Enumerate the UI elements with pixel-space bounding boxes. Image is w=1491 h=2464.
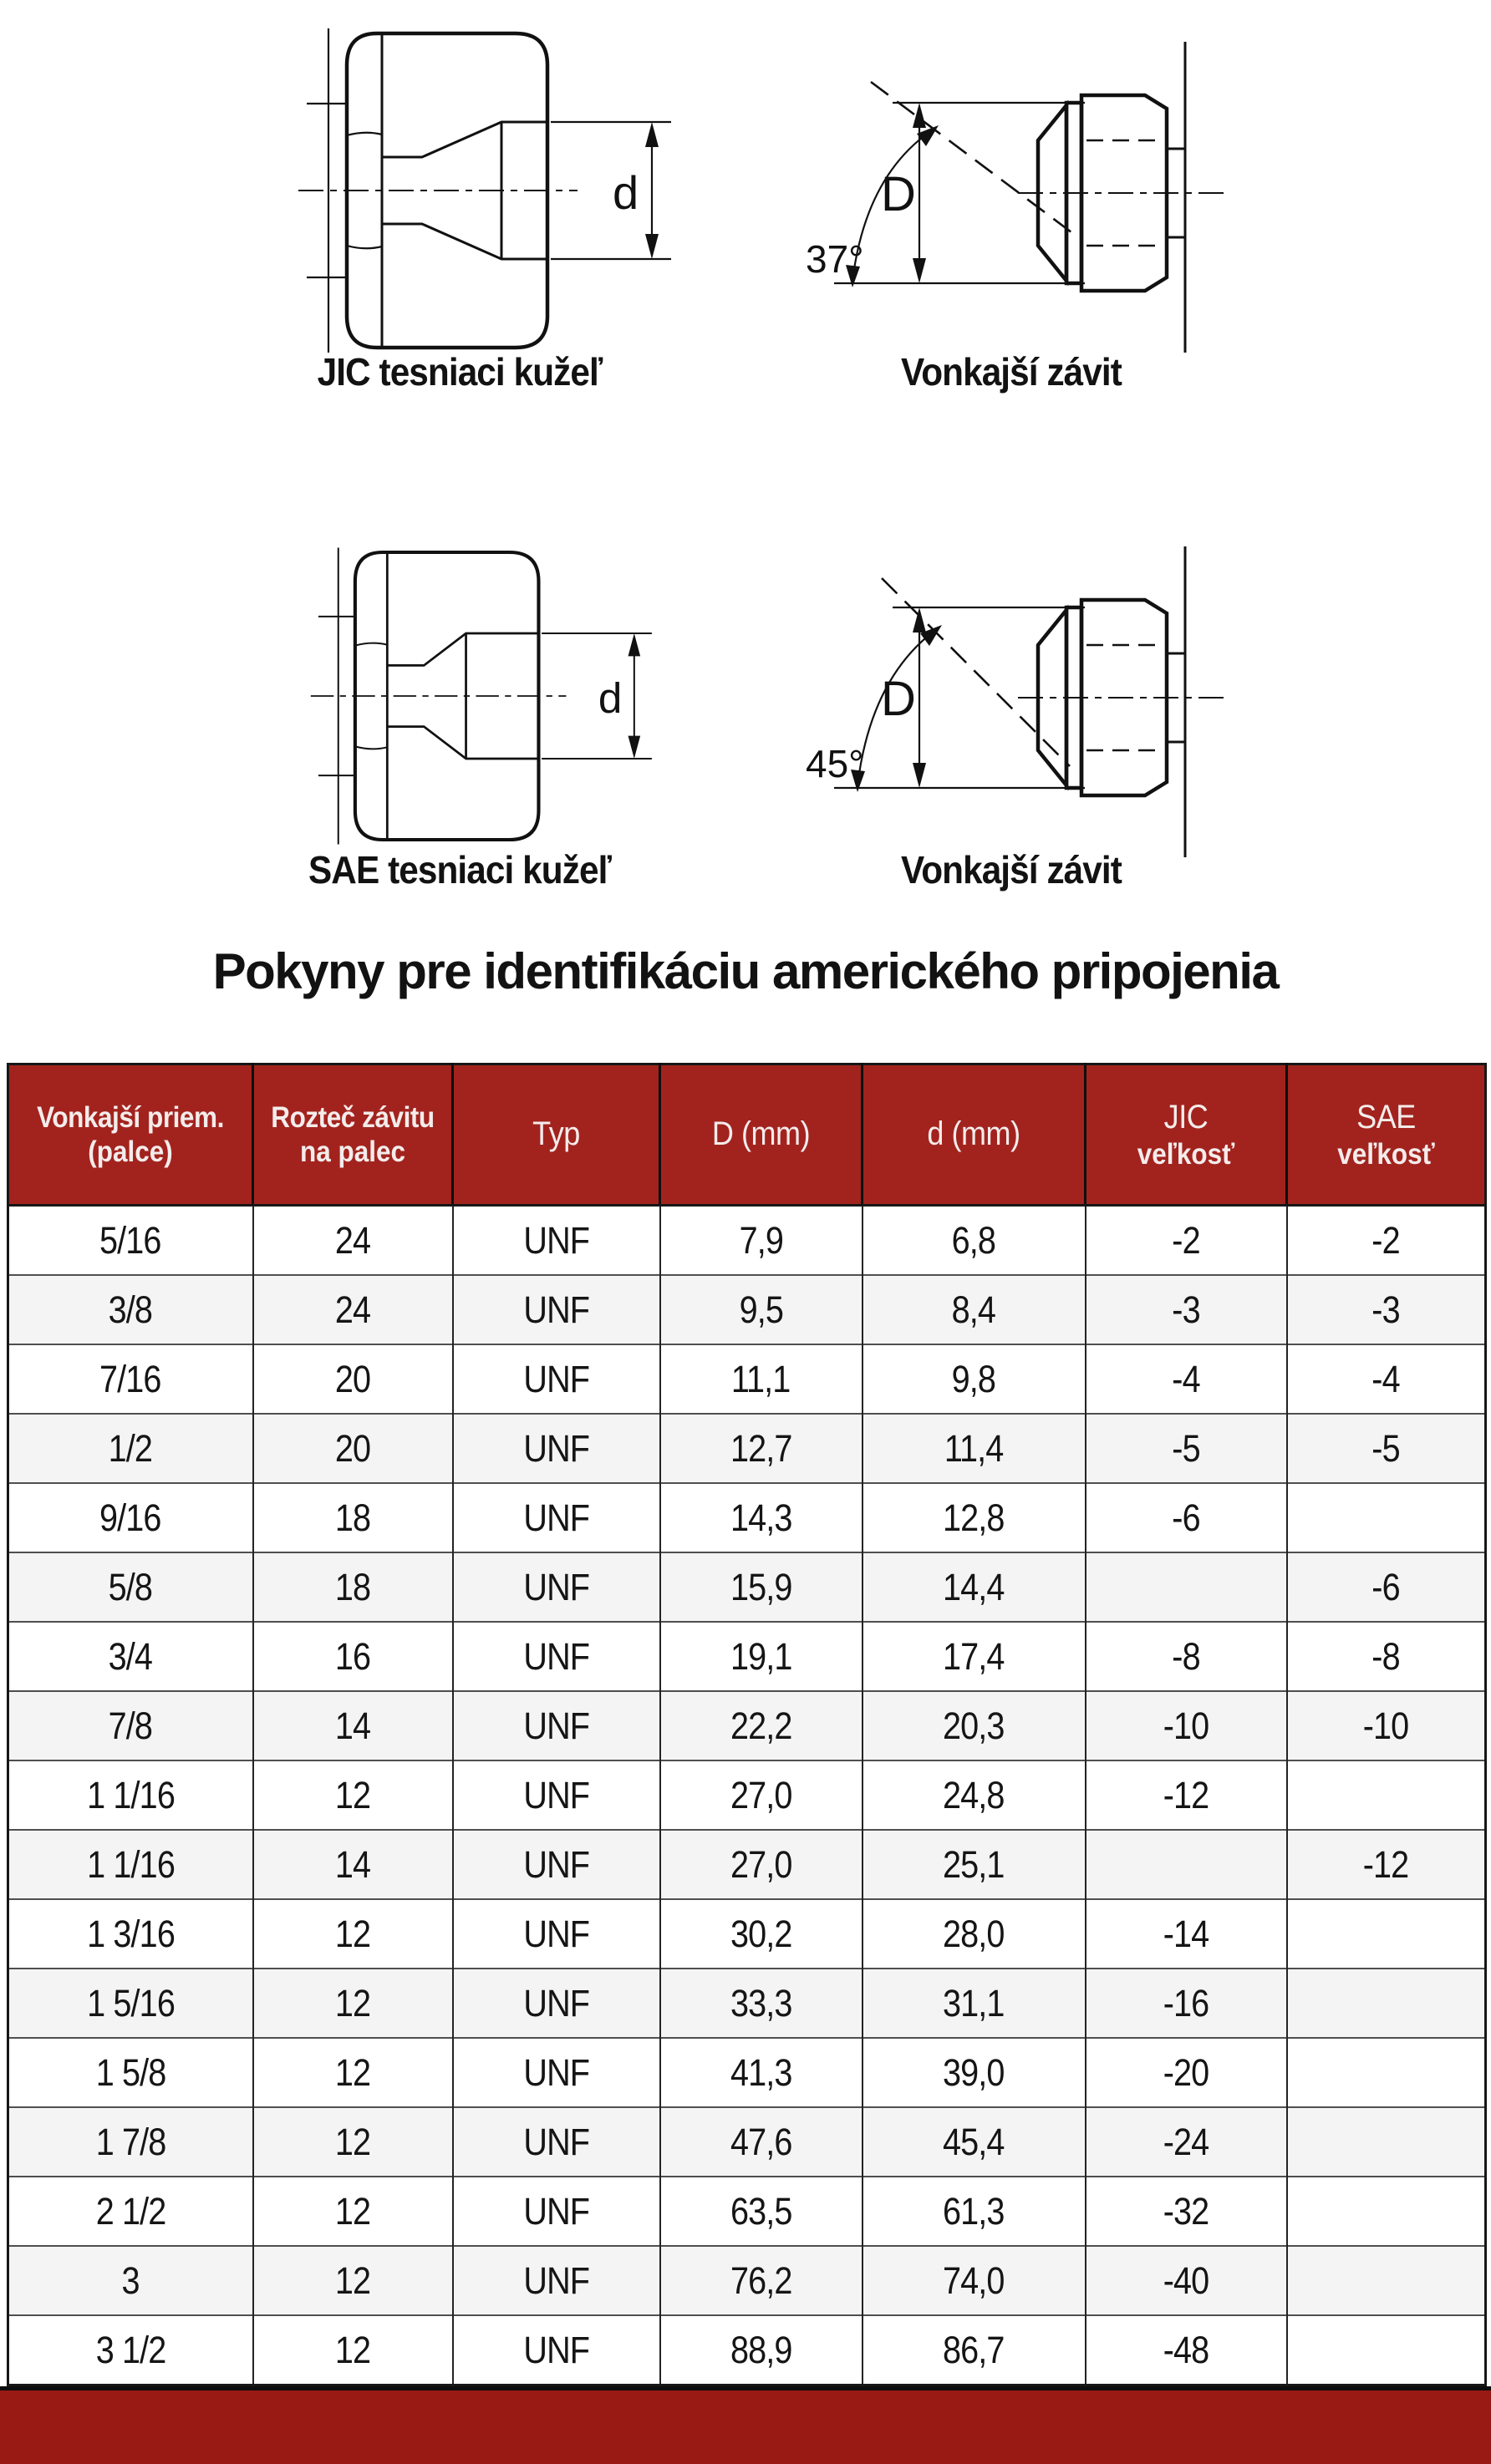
table-cell: UNF	[453, 2315, 660, 2385]
table-cell: 63,5	[660, 2177, 863, 2246]
angle-label: 37°	[806, 237, 864, 281]
table-cell: -8	[1287, 1622, 1486, 1691]
table-cell: UNF	[453, 1899, 660, 1969]
table-cell: 47,6	[660, 2107, 863, 2177]
table-body	[8, 1206, 1486, 2385]
table-cell: -10	[1086, 1691, 1287, 1760]
table-cell: UNF	[453, 1830, 660, 1899]
table-cell: UNF	[453, 1622, 660, 1691]
table-cell: 14,3	[660, 1483, 863, 1552]
table-cell: 74,0	[863, 2246, 1086, 2315]
column-header: Vonkajší priem. (palce)	[8, 1064, 253, 1206]
table-cell: 1 1/16	[8, 1830, 253, 1899]
hatch-top	[382, 37, 541, 155]
table-cell	[1287, 1899, 1486, 1969]
table-cell: -5	[1086, 1414, 1287, 1483]
table-cell: 12	[253, 2107, 453, 2177]
table-cell: UNF	[453, 1691, 660, 1760]
table-cell: 14	[253, 1830, 453, 1899]
table-cell: 28,0	[863, 1899, 1086, 1969]
table-cell: 12	[253, 2177, 453, 2246]
table-cell: 18	[253, 1483, 453, 1552]
hatch-bottom	[382, 226, 541, 344]
table-cell: 18	[253, 1552, 453, 1622]
table-cell: 1 5/16	[8, 1969, 253, 2038]
table-row	[8, 2107, 1486, 2177]
table-cell	[1287, 1483, 1486, 1552]
table-cell	[1287, 2315, 1486, 2385]
table-cell: 6,8	[863, 1206, 1086, 1276]
table-cell: -24	[1086, 2107, 1287, 2177]
cone-profile-bottom	[382, 224, 547, 259]
table-cell: 19,1	[660, 1622, 863, 1691]
table-row	[8, 1552, 1486, 1622]
table-cell: 12	[253, 2315, 453, 2385]
table-cell: 20,3	[863, 1691, 1086, 1760]
column-header: d (mm)	[863, 1064, 1086, 1206]
table-cell	[1086, 1830, 1287, 1899]
table-row	[8, 2177, 1486, 2246]
table-cell	[1287, 2177, 1486, 2246]
table-cell: -12	[1287, 1830, 1486, 1899]
table-row	[8, 1344, 1486, 1414]
table-row	[8, 1275, 1486, 1344]
table-cell: 8,4	[863, 1275, 1086, 1344]
table-header-row	[8, 1064, 1486, 1206]
table-cell: UNF	[453, 1760, 660, 1830]
jic-nut-label: JIC tesniaci kužeľ	[317, 350, 603, 394]
table-cell: 31,1	[863, 1969, 1086, 2038]
table-cell: UNF	[453, 1344, 660, 1414]
table-cell: 11,4	[863, 1414, 1086, 1483]
table-cell: UNF	[453, 1483, 660, 1552]
table-cell: -3	[1287, 1275, 1486, 1344]
table-row	[8, 1760, 1486, 1830]
table-cell	[1287, 2038, 1486, 2107]
table-cell: -4	[1287, 1344, 1486, 1414]
table-cell: 45,4	[863, 2107, 1086, 2177]
table-cell: -12	[1086, 1760, 1287, 1830]
table-cell: -5	[1287, 1414, 1486, 1483]
table-cell: 5/16	[8, 1206, 253, 1276]
table-cell: 20	[253, 1344, 453, 1414]
table-row	[8, 2315, 1486, 2385]
table-cell: 20	[253, 1414, 453, 1483]
table-cell: 3	[8, 2246, 253, 2315]
sae-nut-label: SAE tesniaci kužeľ	[308, 848, 611, 892]
table-cell	[1287, 1760, 1486, 1830]
table-cell: UNF	[453, 2038, 660, 2107]
table-cell: UNF	[453, 2107, 660, 2177]
table-cell: 33,3	[660, 1969, 863, 2038]
table-cell: 12	[253, 2038, 453, 2107]
sae-thread-diagram	[794, 526, 1229, 877]
sae-nut-diagram	[309, 543, 669, 849]
table-cell: 12	[253, 2246, 453, 2315]
table-cell: UNF	[453, 2246, 660, 2315]
table-row	[8, 1483, 1486, 1552]
table-row	[8, 1830, 1486, 1899]
table-cell: -20	[1086, 2038, 1287, 2107]
table-cell: 7/8	[8, 1691, 253, 1760]
table-cell: 25,1	[863, 1830, 1086, 1899]
table-cell: 12	[253, 1760, 453, 1830]
column-header: SAE veľkosť	[1287, 1064, 1486, 1206]
table-cell: 9/16	[8, 1483, 253, 1552]
cone-profile-top	[382, 122, 547, 157]
table-cell: 88,9	[660, 2315, 863, 2385]
table-cell: -48	[1086, 2315, 1287, 2385]
table-cell: 1 1/16	[8, 1760, 253, 1830]
table-cell: 76,2	[660, 2246, 863, 2315]
table-cell: 1/2	[8, 1414, 253, 1483]
table-cell: -2	[1287, 1206, 1486, 1276]
table-cell: UNF	[453, 1275, 660, 1344]
footer-red-bar	[0, 2386, 1491, 2464]
table-row	[8, 1622, 1486, 1691]
table-row	[8, 2038, 1486, 2107]
table-cell: UNF	[453, 2177, 660, 2246]
table-cell: 7/16	[8, 1344, 253, 1414]
table-cell: -2	[1086, 1206, 1287, 1276]
table-cell: 12,7	[660, 1414, 863, 1483]
table-cell: -10	[1287, 1691, 1486, 1760]
sae-thread-label: Vonkajší závit	[901, 848, 1122, 892]
dim-D-label: D	[881, 167, 916, 221]
table-cell: 14,4	[863, 1552, 1086, 1622]
table-cell: 7,9	[660, 1206, 863, 1276]
column-header: JIC veľkosť	[1086, 1064, 1287, 1206]
column-header: D (mm)	[660, 1064, 863, 1206]
table-cell: 14	[253, 1691, 453, 1760]
table-cell: 27,0	[660, 1830, 863, 1899]
jic-nut-diagram	[297, 23, 690, 358]
table-cell: -6	[1086, 1483, 1287, 1552]
table-cell: 2 1/2	[8, 2177, 253, 2246]
table-cell: 24	[253, 1275, 453, 1344]
table-row	[8, 1414, 1486, 1483]
table-cell: 9,5	[660, 1275, 863, 1344]
table-cell: -4	[1086, 1344, 1287, 1414]
table-cell: UNF	[453, 1206, 660, 1276]
table-cell: 30,2	[660, 1899, 863, 1969]
table-cell: 5/8	[8, 1552, 253, 1622]
table-row	[8, 1206, 1486, 1276]
table-cell: 12	[253, 1899, 453, 1969]
table-cell: -3	[1086, 1275, 1287, 1344]
table-cell: 3 1/2	[8, 2315, 253, 2385]
column-header: Typ	[453, 1064, 660, 1206]
table-cell: -40	[1086, 2246, 1287, 2315]
table-cell: 12,8	[863, 1483, 1086, 1552]
table-cell: 24	[253, 1206, 453, 1276]
cone-profile-bottom	[387, 727, 538, 759]
table-cell	[1086, 1552, 1287, 1622]
table-cell: -8	[1086, 1622, 1287, 1691]
table-cell: 9,8	[863, 1344, 1086, 1414]
table-cell	[1287, 1969, 1486, 2038]
table-cell: 1 5/8	[8, 2038, 253, 2107]
table-row	[8, 2246, 1486, 2315]
identification-table	[7, 1063, 1487, 2386]
table-cell: -14	[1086, 1899, 1287, 1969]
table-cell: 12	[253, 1969, 453, 2038]
table-cell: 3/8	[8, 1275, 253, 1344]
dim-d-label: d	[613, 166, 639, 219]
column-header: Rozteč závitu na palec	[253, 1064, 453, 1206]
table-cell	[1287, 2107, 1486, 2177]
table-cell: UNF	[453, 1552, 660, 1622]
table-row	[8, 1691, 1486, 1760]
table-cell: 17,4	[863, 1622, 1086, 1691]
page-title: Pokyny pre identifikáciu amerického pripojenia	[212, 943, 1279, 999]
table-cell: 39,0	[863, 2038, 1086, 2107]
angle-label: 45°	[806, 742, 864, 785]
table-cell: 61,3	[863, 2177, 1086, 2246]
table-cell: 41,3	[660, 2038, 863, 2107]
table-cell: 86,7	[863, 2315, 1086, 2385]
table-row	[8, 1899, 1486, 1969]
dim-d-label: d	[598, 674, 623, 723]
table-cell: 15,9	[660, 1552, 863, 1622]
table-cell: 3/4	[8, 1622, 253, 1691]
table-header	[8, 1064, 1486, 1206]
dim-D-label: D	[881, 672, 916, 726]
table-cell: -32	[1086, 2177, 1287, 2246]
table-cell: 27,0	[660, 1760, 863, 1830]
table-cell: UNF	[453, 1969, 660, 2038]
table-cell: 1 3/16	[8, 1899, 253, 1969]
table-cell: 16	[253, 1622, 453, 1691]
table-cell: -6	[1287, 1552, 1486, 1622]
table-cell: 1 7/8	[8, 2107, 253, 2177]
table-cell: 22,2	[660, 1691, 863, 1760]
cone-profile-top	[387, 633, 538, 665]
table-cell: UNF	[453, 1414, 660, 1483]
table-cell	[1287, 2246, 1486, 2315]
table-cell: 24,8	[863, 1760, 1086, 1830]
table-row	[8, 1969, 1486, 2038]
table-cell: 11,1	[660, 1344, 863, 1414]
jic-thread-label: Vonkajší závit	[901, 350, 1122, 394]
jic-thread-diagram	[794, 22, 1229, 373]
table-cell: -16	[1086, 1969, 1287, 2038]
